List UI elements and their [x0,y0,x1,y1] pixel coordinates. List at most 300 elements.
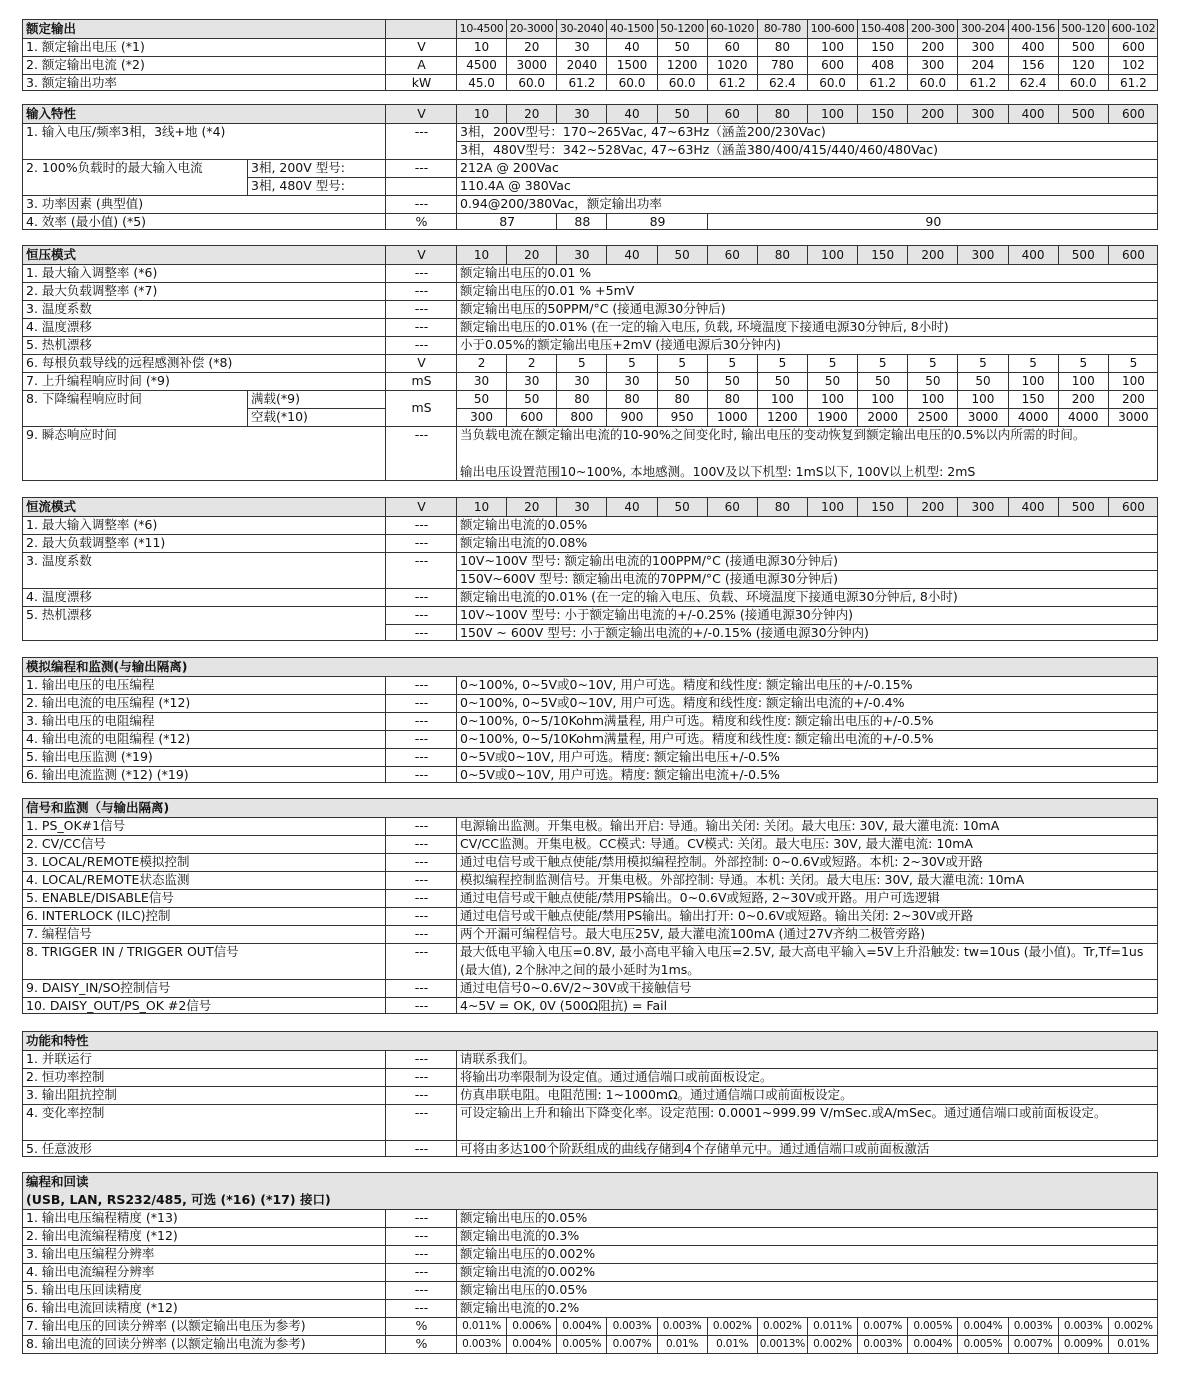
value-cell: 0.004% [556,1317,606,1335]
value-cell: 100-600 [807,20,857,38]
section-title: 输入特性 [26,106,77,121]
value-cell: 5 [957,354,1007,372]
section-analog-row-desc: 0~100%, 0~5V或0~10V, 用户可选。精度和线性度: 额定输出电压的+/-0.15% [460,677,913,692]
section-title: 模拟编程和监测(与输出隔离) [26,659,188,674]
value-grid [456,354,1158,372]
column-divider [556,213,557,230]
section-cv-mode [22,245,1158,481]
row-divider [457,570,1158,571]
signal-row-desc: 通过电信号或干触点使能/禁用模拟编程控制。外部控制: 0~0.6V或短路。本机: 2~30V或开路 [460,854,983,869]
value-cell: 156 [1008,56,1058,74]
value-cell: 61.2 [857,74,907,91]
cc-line-reg-unit: --- [414,517,429,532]
voltage-readback-res-unit: % [415,1318,428,1333]
value-cell: 120 [1058,56,1108,74]
value-cell: 300 [957,498,1007,516]
value-cell: 80 [556,390,606,408]
cc-drift-unit: --- [414,589,429,604]
section-title: 额定输出 [26,21,77,36]
value-cell: 400 [1008,105,1058,123]
value-cell: 5 [606,354,656,372]
value-cell: 80 [757,38,807,56]
value-cell: 40 [606,246,656,264]
remote-sense-unit: V [417,355,426,370]
prog-row-unit: --- [414,1300,429,1315]
arb-waveform-unit: --- [414,1141,429,1156]
cc-drift-desc: 额定输出电流的0.01% (在一定的输入电压、负载、环境温度下接通电源30分钟后, 8小时) [460,589,958,604]
value-cell: 50 [807,372,857,390]
value-cell: 60 [707,38,757,56]
value-cell: 60.0 [807,74,857,91]
column-divider [385,105,386,229]
value-cell: 20 [506,105,556,123]
column-divider [456,246,457,480]
column-divider [385,246,386,480]
value-cell: 80 [757,498,807,516]
signal-row-label: 4. LOCAL/REMOTE状态监测 [26,872,190,887]
feature-row-label: 3. 输出阻抗控制 [26,1087,117,1102]
cc-tempco-label: 3. 温度系数 [26,553,92,568]
value-cell: 80 [657,390,707,408]
value-grid [456,408,1158,426]
prog-row-unit: --- [414,1228,429,1243]
value-cell: 20 [506,498,556,516]
cc-tempco-unit: --- [414,553,429,568]
voltage-header-grid [456,498,1158,516]
value-cell: 50 [657,372,707,390]
value-cell: 100 [907,390,957,408]
output-row-unit: V [417,39,426,54]
section-analog-row-label: 3. 输出电压的电阻编程 [26,713,155,728]
input-current-unit: --- [414,160,429,175]
value-cell: 102 [1108,56,1158,74]
value-cell: 100 [807,246,857,264]
signal-row-label: 2. CV/CC信号 [26,836,106,851]
cc-tempco-desc1: 10V~100V 型号: 额定输出电流的100PPM/°C (接通电源30分钟后) [460,553,839,568]
transient-label: 9. 瞬态响应时间 [26,427,117,442]
value-cell: 80 [707,390,757,408]
cc-warmup-unit1: --- [414,607,429,622]
cv-row-label: 4. 温度漂移 [26,319,92,334]
signal-row-desc: 通过电信号0~0.6V/2~30V或干接触信号 [460,980,692,995]
input-current-label: 2. 100%负载时的最大输入电流 [26,160,203,175]
section-analog-row-desc: 0~100%, 0~5/10Kohm满量程, 用户可选。精度和线性度: 额定输出电流的+/-0.5% [460,731,934,746]
prog-row-desc: 额定输出电压的0.002% [460,1246,596,1261]
value-cell: 300 [957,38,1007,56]
section-analog-row-desc: 0~100%, 0~5/10Kohm满量程, 用户可选。精度和线性度: 额定输出电压的+/-0.5% [460,713,934,728]
signal-row-unit: --- [414,890,429,905]
column-divider [606,213,607,230]
value-cell: 5 [707,354,757,372]
power-factor-unit: --- [414,196,429,211]
value-cell: 1200 [657,56,707,74]
value-grid [456,390,1158,408]
column-divider [456,1050,457,1157]
value-cell: 20 [506,38,556,56]
voltage-header-grid [456,246,1158,264]
value-cell: 30 [456,372,506,390]
value-cell: 50 [907,372,957,390]
value-cell: 100 [807,105,857,123]
row-divider [457,408,1158,409]
value-cell: 5 [556,354,606,372]
column-divider [385,817,386,1014]
value-cell: 100 [857,390,907,408]
cc-warmup-desc1: 10V~100V 型号: 小于额定输出电流的+/-0.25% (接通电源30分钟内) [460,607,854,622]
value-cell: 80 [606,390,656,408]
fall-time-unit: mS [411,400,432,415]
value-cell: 2000 [857,408,907,426]
value-cell: 60.0 [1058,74,1108,91]
signal-row-desc: 通过电信号或干触点使能/禁用PS输出。0~0.6V或短路, 2~30V或开路。用户可选逻辑 [460,890,940,905]
value-cell: 50 [757,372,807,390]
efficiency-unit: % [415,214,428,229]
value-cell: 30 [556,372,606,390]
value-cell: 800 [556,408,606,426]
value-cell: 62.4 [1008,74,1058,91]
value-cell: 0.01% [707,1335,757,1353]
value-cell: 500 [1058,38,1108,56]
input-current-sub1: 3相, 200V 型号: [251,160,345,175]
efficiency-value: 90 [925,214,942,229]
value-grid [456,1317,1158,1335]
input-current-val1: 212A @ 200Vac [460,160,559,175]
value-cell: 10 [456,105,506,123]
value-cell: 400 [1008,498,1058,516]
value-cell: 600 [506,408,556,426]
signal-row-label: 9. DAISY_IN/SO控制信号 [26,980,171,995]
value-cell: 45.0 [456,74,506,91]
cv-row-desc: 额定输出电压的50PPM/°C (接通电源30分钟后) [460,301,726,316]
prog-row-desc: 额定输出电压的0.05% [460,1282,588,1297]
value-cell: 100 [957,390,1007,408]
section-analog-row-unit: --- [414,767,429,782]
value-cell: 40 [606,498,656,516]
cv-row-label: 1. 最大输入调整率 (*6) [26,265,158,280]
section-signal [22,798,1158,1014]
signal-row-desc: 电源输出监测。开集电极。输出开启: 导通。输出关闭: 关闭。最大电压: 30V, 最大灌电流: 10mA [460,818,1000,833]
cc-tempco-desc2: 150V~600V 型号: 额定输出电流的70PPM/°C (接通电源30分钟后) [460,571,839,586]
value-cell: 50 [657,105,707,123]
value-cell: 150 [857,38,907,56]
prog-row-label: 6. 输出电流回读精度 (*12) [26,1300,178,1315]
value-grid [456,38,1158,56]
value-cell: 50 [707,372,757,390]
signal-row-label: 5. ENABLE/DISABLE信号 [26,890,174,905]
value-cell: 10 [456,38,506,56]
value-cell: 3000 [957,408,1007,426]
value-cell: 0.003% [1058,1317,1108,1335]
value-cell: 30 [556,38,606,56]
section-analog [22,657,1158,783]
section-subtitle: (USB, LAN, RS232/485, 可选 (*16) (*17) 接口) [26,1192,331,1207]
value-cell: 100 [807,498,857,516]
value-cell: 780 [757,56,807,74]
voltage-readback-res-label: 7. 输出电压的回读分辨率 (以额定输出电压为参考) [26,1318,306,1333]
value-cell: 300 [957,105,1007,123]
signal-row-unit: --- [414,836,429,851]
value-cell: 600 [1108,105,1158,123]
value-cell: 0.003% [456,1335,506,1353]
value-cell: 100 [757,390,807,408]
value-cell: 40-1500 [606,20,656,38]
value-cell: 600 [807,56,857,74]
feature-row-label: 1. 并联运行 [26,1051,92,1066]
value-cell: 500 [1058,246,1108,264]
current-readback-res-label: 8. 输出电流的回读分辨率 (以额定输出电流为参考) [26,1336,306,1351]
value-cell: 80-780 [757,20,807,38]
signal-row-unit: --- [414,872,429,887]
feature-row-desc: 将输出功率限制为设定值。通过通信端口或前面板设定。 [460,1069,773,1084]
arb-waveform-label: 5. 任意波形 [26,1141,92,1156]
value-cell: 200-300 [907,20,957,38]
value-cell: 408 [857,56,907,74]
value-cell: 300 [957,246,1007,264]
value-cell: 300 [456,408,506,426]
prog-row-unit: --- [414,1264,429,1279]
value-cell: 0.0013% [757,1335,807,1353]
power-factor-label: 3. 功率因素 (典型值) [26,196,144,211]
value-cell: 50 [456,390,506,408]
efficiency-label: 4. 效率 (最小值) (*5) [26,214,147,229]
value-grid [456,74,1158,91]
value-cell: 4000 [1058,408,1108,426]
value-cell: 1020 [707,56,757,74]
value-cell: 200 [1058,390,1108,408]
cc-load-reg-label: 2. 最大负载调整率 (*11) [26,535,166,550]
value-cell: 0.004% [957,1317,1007,1335]
value-cell: 20 [506,246,556,264]
value-cell: 60 [707,246,757,264]
prog-row-label: 3. 输出电压编程分辨率 [26,1246,155,1261]
signal-row-desc: 4~5V = OK, 0V (500Ω阻抗) = Fail [460,998,668,1013]
column-divider [456,498,457,640]
signal-row-label: 3. LOCAL/REMOTE模拟控制 [26,854,190,869]
prog-row-desc: 额定输出电流的0.3% [460,1228,580,1243]
prog-row-desc: 额定输出电压的0.05% [460,1210,588,1225]
transient-desc1: 当负载电流在额定输出电流的10-90%之间变化时, 输出电压的变动恢复到额定输出电压的0.5%以内所需的时间。 [460,427,1086,442]
value-cell: 2500 [907,408,957,426]
value-cell: 61.2 [1108,74,1158,91]
value-cell: 50 [957,372,1007,390]
value-cell: 60.0 [657,74,707,91]
value-cell: 200 [907,105,957,123]
prog-row-label: 1. 输出电压编程精度 (*13) [26,1210,178,1225]
value-cell: 300-204 [957,20,1007,38]
input-voltage-label: 1. 输入电压/频率3相，3线+地 (*4) [26,124,226,139]
value-cell: 200 [1108,390,1158,408]
prog-row-desc: 额定输出电流的0.2% [460,1300,580,1315]
cv-row-desc: 额定输出电压的0.01 % +5mV [460,283,635,298]
value-cell: 400 [1008,246,1058,264]
cv-row-unit: --- [414,319,429,334]
section-analog-row-unit: --- [414,731,429,746]
cc-line-reg-label: 1. 最大输入调整率 (*6) [26,517,158,532]
value-cell: 10-4500 [456,20,506,38]
feature-row-desc: 请联系我们。 [460,1051,536,1066]
value-cell: 150 [857,105,907,123]
input-voltage-unit: --- [414,124,429,139]
value-cell: 5 [657,354,707,372]
value-cell: 2040 [556,56,606,74]
signal-row-unit: --- [414,818,429,833]
value-cell: 1000 [707,408,757,426]
section-analog-row-desc: 0~100%, 0~5V或0~10V, 用户可选。精度和线性度: 额定输出电流的+/-0.4% [460,695,905,710]
rise-time-label: 7. 上升编程响应时间 (*9) [26,373,170,388]
value-cell: 100 [807,390,857,408]
section-rated-output [22,19,1158,91]
value-cell: 950 [657,408,707,426]
section-analog-row-label: 6. 输出电流监测 (*12) (*19) [26,767,189,782]
section-unit: V [417,247,426,262]
cc-warmup-label: 5. 热机漂移 [26,607,92,622]
value-cell: 60-1020 [707,20,757,38]
section-analog-row-label: 2. 输出电流的电压编程 (*12) [26,695,191,710]
value-cell: 0.011% [807,1317,857,1335]
column-divider [385,676,386,783]
efficiency-value: 87 [499,214,516,229]
value-cell: 50 [657,38,707,56]
feature-row-unit: --- [414,1069,429,1084]
section-title: 恒压模式 [26,247,77,262]
feature-row-label: 2. 恒功率控制 [26,1069,105,1084]
transient-unit: --- [414,427,429,442]
slew-desc: 可设定输出上升和输出下降变化率。设定范围: 0.0001~999.99 V/mSec.或A/mSec。通过通信端口或前面板设定。 [460,1105,1107,1120]
signal-row-label: 10. DAISY_OUT/PS_OK #2信号 [26,998,212,1013]
cv-row-unit: --- [414,337,429,352]
value-cell: 80 [757,105,807,123]
value-cell: 0.01% [1108,1335,1158,1353]
value-cell: 60 [707,498,757,516]
value-cell: 3000 [506,56,556,74]
section-unit: V [417,499,426,514]
value-cell: 0.002% [807,1335,857,1353]
output-row-label: 2. 额定输出电流 (*2) [26,57,145,72]
value-cell: 1500 [606,56,656,74]
value-cell: 150-408 [857,20,907,38]
value-cell: 200 [907,38,957,56]
arb-waveform-desc: 可将由多达100个阶跃组成的曲线存储到4个存储单元中。通过通信端口或前面板激活 [460,1141,930,1156]
value-cell: 5 [857,354,907,372]
value-cell: 0.005% [957,1335,1007,1353]
column-divider [456,1209,457,1354]
model-header-grid [456,20,1158,38]
cv-row-unit: --- [414,301,429,316]
fall-time-full: 满载(*9) [251,391,300,406]
value-cell: 0.003% [857,1335,907,1353]
value-cell: 600-102 [1108,20,1158,38]
value-cell: 600 [1108,246,1158,264]
value-cell: 0.003% [657,1317,707,1335]
value-cell: 0.005% [556,1335,606,1353]
value-cell: 30 [556,105,606,123]
signal-row-unit: --- [414,854,429,869]
column-divider [456,20,457,90]
value-cell: 30-2040 [556,20,606,38]
value-cell: 0.002% [1108,1317,1158,1335]
feature-row-desc: 仿真串联电阻。电阻范围: 1~1000mΩ。通过通信端口或前面板设定。 [460,1087,853,1102]
cc-line-reg-desc: 额定输出电流的0.05% [460,517,588,532]
feature-row-unit: --- [414,1051,429,1066]
value-cell: 150 [857,246,907,264]
value-grid [456,1335,1158,1353]
value-cell: 100 [1008,372,1058,390]
value-cell: 0.007% [1008,1335,1058,1353]
value-cell: 400 [1008,38,1058,56]
column-divider [456,817,457,1014]
section-analog-row-desc: 0~5V或0~10V, 用户可选。精度: 额定输出电压+/-0.5% [460,749,780,764]
value-cell: 0.009% [1058,1335,1108,1353]
value-cell: 0.003% [606,1317,656,1335]
section-analog-row-unit: --- [414,713,429,728]
power-factor-desc: 0.94@200/380Vac，额定输出功率 [460,196,662,211]
transient-desc2: 输出电压设置范围10~100%, 本地感测。100V及以下机型: 1mS以下, 100V以上机型: 2mS [460,464,976,479]
value-cell: 5 [807,354,857,372]
value-cell: 200 [907,498,957,516]
value-cell: 30 [556,498,606,516]
trigger-unit: --- [414,944,429,959]
signal-row-desc: 两个开漏可编程信号。最大电压25V, 最大灌电流100mA (通过27V齐纳二极管旁路) [460,926,926,941]
column-divider [385,498,386,640]
value-cell: 40 [606,105,656,123]
prog-row-unit: --- [414,1246,429,1261]
cv-row-unit: --- [414,283,429,298]
section-title: 编程和回读 [26,1174,89,1189]
value-cell: 10 [456,498,506,516]
signal-row-label: 6. INTERLOCK (ILC)控制 [26,908,171,923]
output-row-label: 3. 额定输出功率 [26,75,117,90]
value-cell: 600 [1108,498,1158,516]
signal-row-unit: --- [414,980,429,995]
section-analog-row-label: 5. 输出电压监测 (*19) [26,749,153,764]
signal-row-unit: --- [414,998,429,1013]
value-cell: 62.4 [757,74,807,91]
column-divider [385,20,386,90]
value-cell: 60.0 [606,74,656,91]
value-cell: 500 [1058,105,1108,123]
signal-row-unit: --- [414,926,429,941]
column-divider [456,676,457,783]
cv-row-label: 5. 热机漂移 [26,337,92,352]
value-cell: 100 [1058,372,1108,390]
column-divider [707,213,708,230]
cv-row-desc: 额定输出电压的0.01 % [460,265,592,280]
value-cell: 0.004% [506,1335,556,1353]
value-cell: 100 [1108,372,1158,390]
signal-row-unit: --- [414,908,429,923]
value-cell: 1900 [807,408,857,426]
value-cell: 150 [857,498,907,516]
value-cell: 2 [506,354,556,372]
output-row-label: 1. 额定输出电压 (*1) [26,39,145,54]
fall-time-noload: 空载(*10) [251,409,308,424]
prog-row-desc: 额定输出电流的0.002% [460,1264,596,1279]
row-divider [248,408,386,409]
value-cell: 5 [1058,354,1108,372]
section-analog-row-label: 4. 输出电流的电阻编程 (*12) [26,731,191,746]
signal-row-label: 1. PS_OK#1信号 [26,818,126,833]
value-cell: 5 [757,354,807,372]
cc-load-reg-unit: --- [414,535,429,550]
section-analog-row-unit: --- [414,677,429,692]
input-voltage-line1: 3相，200V型号：170~265Vac, 47~63Hz（涵盖200/230Vac) [460,124,826,139]
cv-row-desc: 额定输出电压的0.01% (在一定的输入电压, 负载, 环境温度下接通电源30分钟后, 8小时) [460,319,949,334]
cc-warmup-desc2: 150V ~ 600V 型号: 小于额定输出电流的+/-0.15% (接通电源30分钟内) [460,625,869,640]
value-cell: 50 [506,390,556,408]
column-divider [247,159,248,195]
value-cell: 0.007% [606,1335,656,1353]
column-divider [385,1209,386,1354]
